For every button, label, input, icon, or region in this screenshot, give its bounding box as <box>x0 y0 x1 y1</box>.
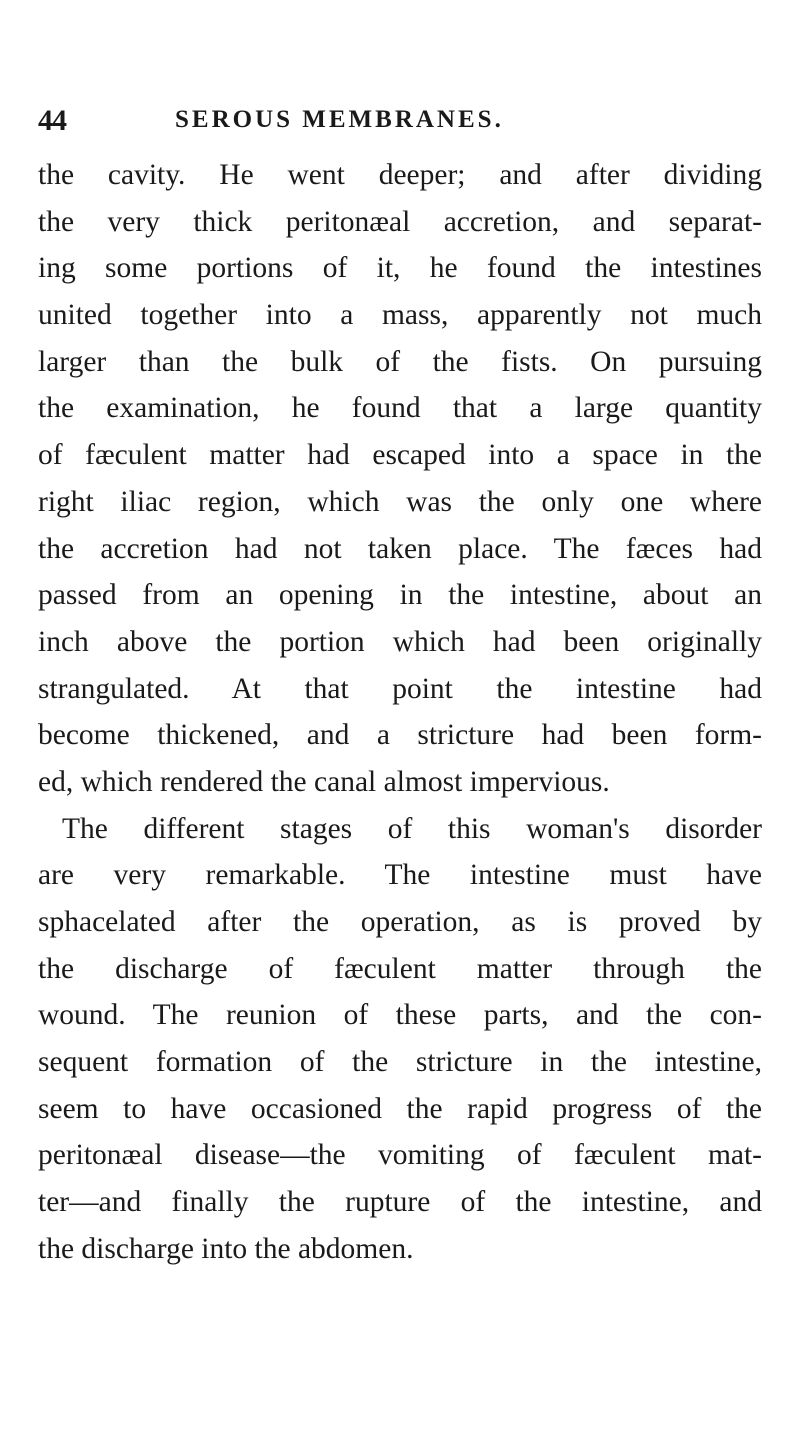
text-line: the cavity. He went deeper; and after dividing <box>38 159 762 191</box>
text-line: wound. The reunion of these parts, and the con- <box>38 999 762 1032</box>
text-line: seem to have occasioned the rapid progress of the <box>38 1092 762 1125</box>
text-line: The different stages of this woman's disorder <box>62 812 762 845</box>
text-line: larger than the bulk of the fists. On pursuing <box>38 345 762 378</box>
text-line: united together into a mass, apparently not much <box>38 299 762 332</box>
text-line: inch above the portion which had been originally <box>38 625 762 658</box>
text-line: the very thick peritonæal accretion, and separat- <box>38 205 762 238</box>
body-text <box>38 152 762 1273</box>
text-line: of fæculent matter had escaped into a space in the <box>38 439 762 472</box>
text-line: become thickened, and a stricture had been form- <box>38 719 762 752</box>
text-line: peritonæal disease—the vomiting of fæculent mat- <box>38 1139 762 1172</box>
text-line: passed from an opening in the intestine, about an <box>38 579 762 612</box>
page-header <box>38 104 758 144</box>
text-line: ed, which rendered the canal almost impervious. <box>38 765 610 798</box>
text-line: the examination, he found that a large quantity <box>38 392 762 425</box>
text-line: the accretion had not taken place. The fæces had <box>38 532 762 565</box>
text-line: sphacelated after the operation, as is proved by <box>38 906 762 938</box>
text-line: strangulated. At that point the intestine had <box>38 672 762 705</box>
text-line: sequent formation of the stricture in the intestine, <box>38 1046 762 1079</box>
page-number: 44 <box>38 104 66 137</box>
text-line: are very remarkable. The intestine must have <box>38 859 762 892</box>
text-line: ing some portions of it, he found the intestines <box>38 252 762 285</box>
text-line: the discharge of fæculent matter through the <box>38 952 762 985</box>
text-line: ter—and finally the rupture of the intestine, and <box>38 1186 762 1219</box>
running-head: SEROUS MEMBRANES. <box>175 106 504 133</box>
text-line: the discharge into the abdomen. <box>38 1232 414 1265</box>
text-line: right iliac region, which was the only one where <box>38 485 762 518</box>
